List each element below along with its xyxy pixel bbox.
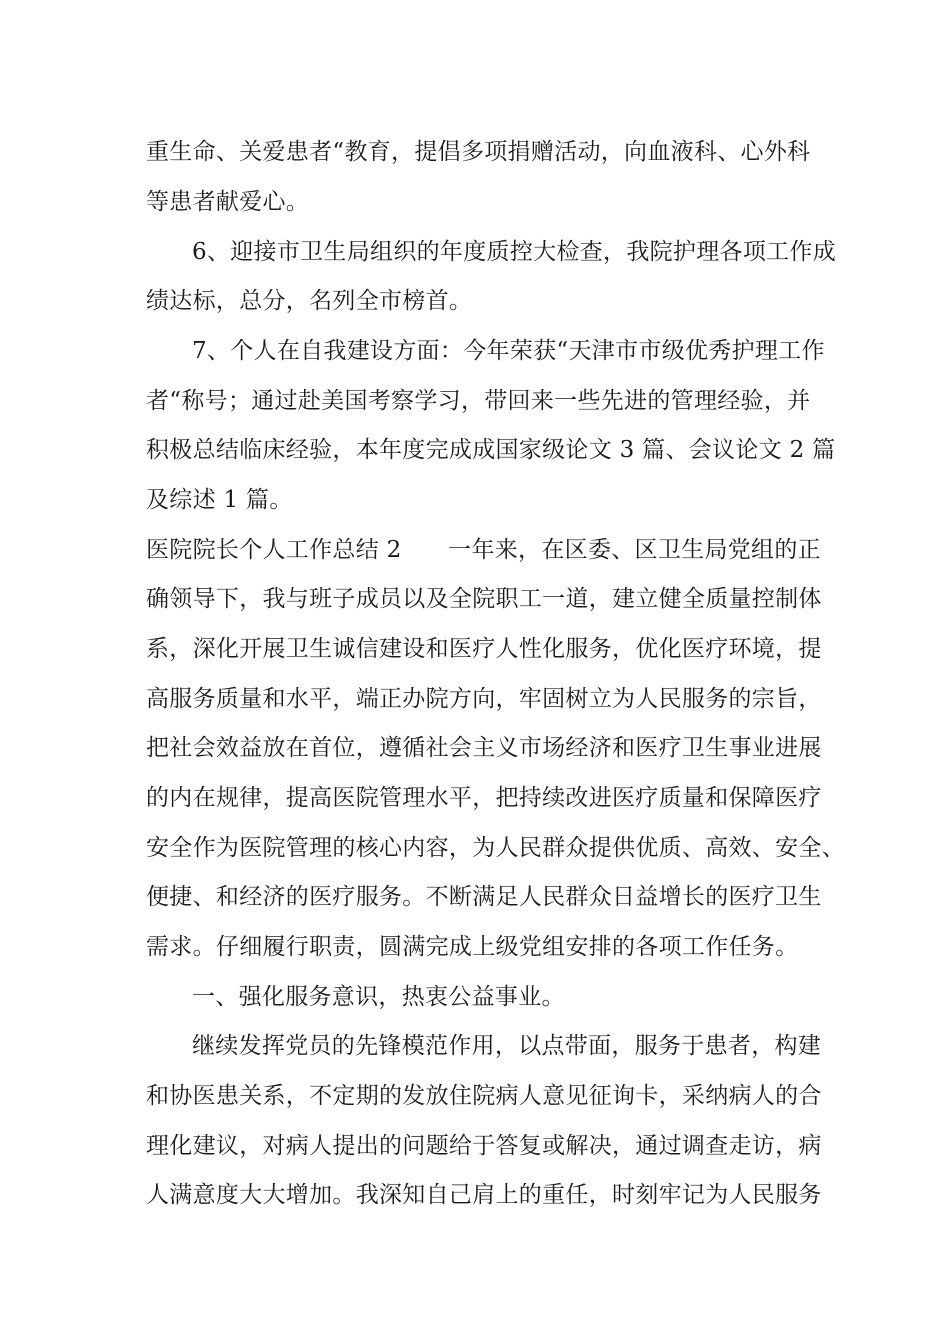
text-line: 和协医患关系，不定期的发放住院病人意见征询卡，采纳病人的合	[146, 1083, 822, 1109]
text-line: 便捷、和经济的医疗服务。不断满足人民群众日益增长的医疗卫生	[146, 884, 822, 910]
text-line: 继续发挥党员的先锋模范作用，以点带面，服务于患者，构建	[192, 1033, 822, 1059]
text-line: 确领导下，我与班子成员以及全院职工一道，建立健全质量控制体	[146, 586, 822, 612]
text-line: 理化建议，对病人提出的问题给于答复或解决，通过调查走访，病	[146, 1133, 822, 1159]
text-line: 及综述 1 篇。	[146, 487, 293, 513]
text-line: 积极总结临床经验，本年度完成成国家级论文 3 篇、会议论文 2 篇	[146, 437, 836, 463]
subheading-line: 一、强化服务意识，热衷公益事业。	[192, 984, 565, 1010]
text-line: 7、个人在自我建设方面：今年荣获“天津市市级优秀护理工作	[192, 338, 825, 364]
text-line: 的内在规律，提高医院管理水平，把持续改进医疗质量和保障医疗	[146, 785, 822, 811]
text-line: 人满意度大大增加。我深知自己肩上的重任，时刻牢记为人民服务	[146, 1182, 822, 1208]
text-line: 等患者献爱心。	[146, 189, 310, 215]
text-line: 绩达标，总分，名列全市榜首。	[146, 288, 473, 314]
text-line: 高服务质量和水平，端正办院方向，牢固树立为人民服务的宗旨，	[146, 686, 822, 712]
text-line: 重生命、关爱患者“教育，提倡多项捐赠活动，向血液科、心外科	[146, 139, 811, 165]
text-line: 系，深化开展卫生诚信建设和医疗人性化服务，优化医疗环境，提	[146, 636, 822, 662]
text-line: 把社会效益放在首位，遵循社会主义市场经济和医疗卫生事业进展	[146, 735, 822, 761]
section-heading-line: 医院院长个人工作总结 2 一年来，在区委、区卫生局党组的正	[146, 537, 821, 563]
text-line: 需求。仔细履行职责，圆满完成上级党组安排的各项工作任务。	[146, 934, 799, 960]
text-line: 安全作为医院管理的核心内容，为人民群众提供优质、高效、安全、	[146, 835, 845, 861]
text-line: 6、迎接市卫生局组织的年度质控大检查，我院护理各项工作成	[192, 239, 837, 265]
text-line: 者“称号；通过赴美国考察学习，带回来一些先进的管理经验，并	[146, 388, 811, 414]
